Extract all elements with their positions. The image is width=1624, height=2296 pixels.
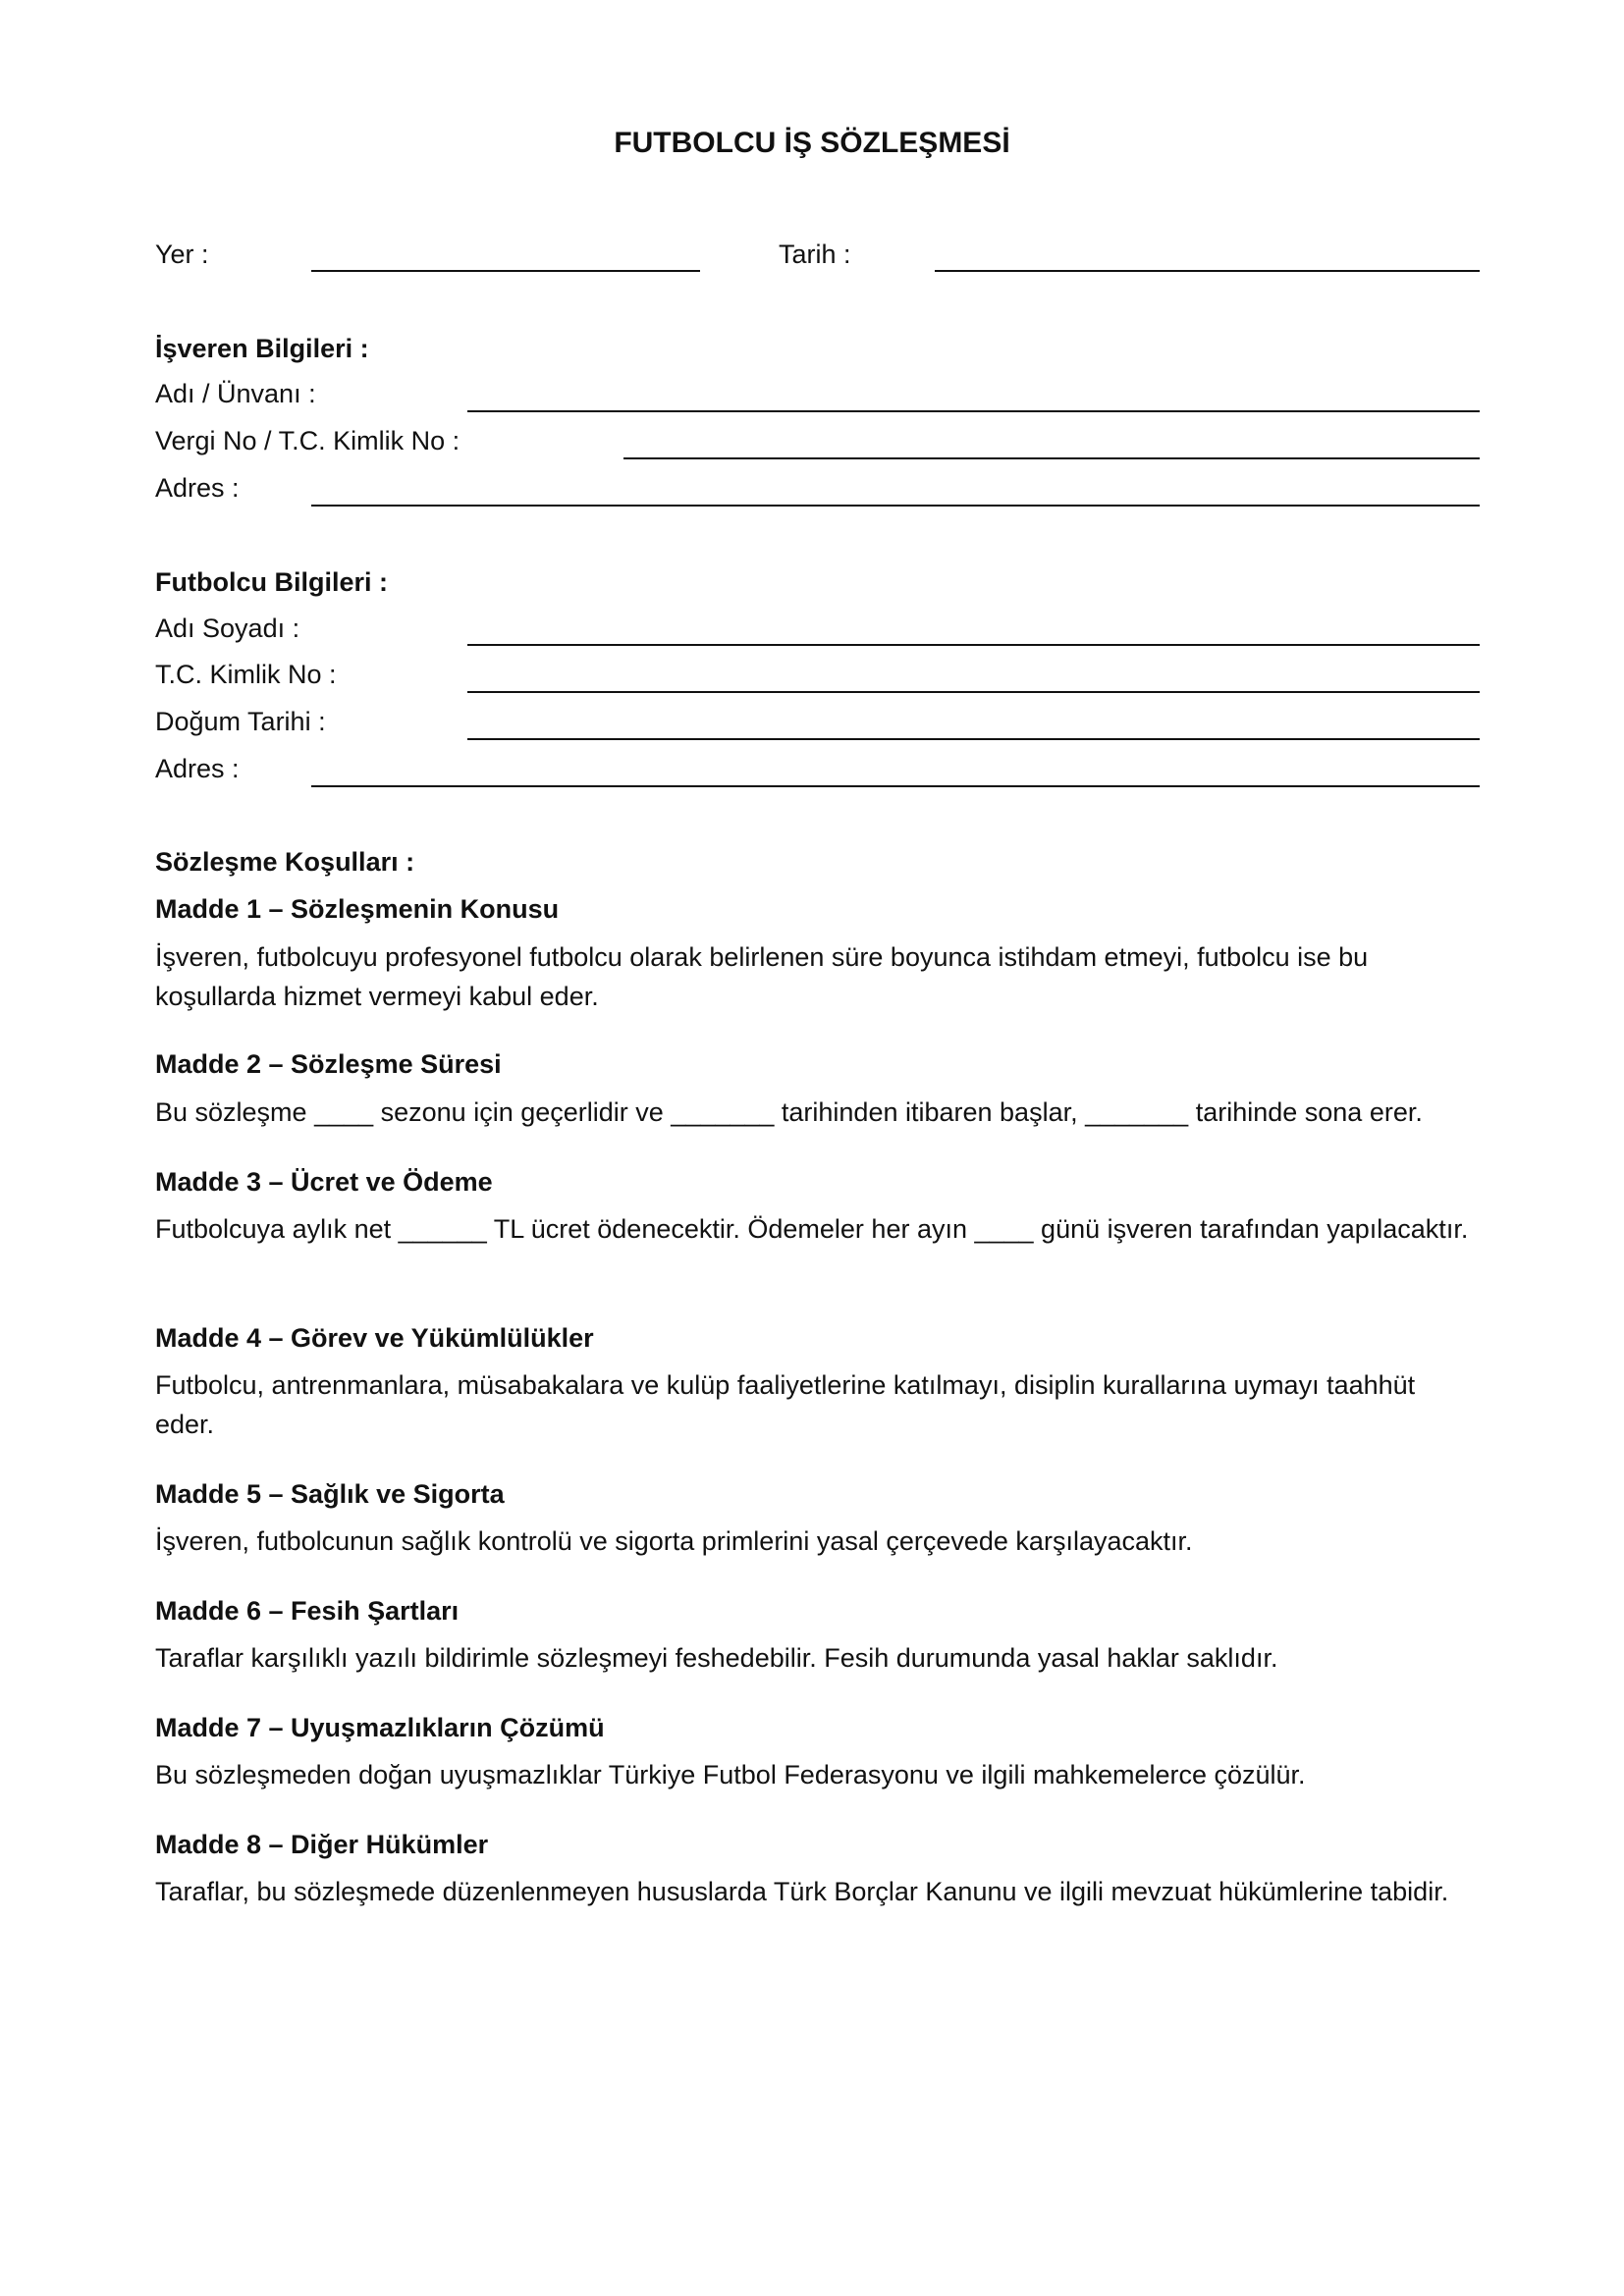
date-field[interactable] xyxy=(935,270,1480,272)
player-name-label: Adı Soyadı : xyxy=(155,614,300,643)
article-5-title: Madde 5 – Sağlık ve Sigorta xyxy=(155,1479,505,1509)
player-name-field[interactable] xyxy=(467,644,1480,646)
player-address-label: Adres : xyxy=(155,754,240,783)
employer-heading: İşveren Bilgileri : xyxy=(155,334,369,363)
article-6-text: Taraflar karşılıklı yazılı bildirimle sözleşmeyi feshedebilir. Fesih durumunda yasal haklar saklıdır. xyxy=(155,1643,1278,1673)
employer-tax-label: Vergi No / T.C. Kimlik No : xyxy=(155,426,460,455)
article-3-title: Madde 3 – Ücret ve Ödeme xyxy=(155,1167,493,1197)
player-heading: Futbolcu Bilgileri : xyxy=(155,567,388,597)
player-address-field[interactable] xyxy=(311,785,1480,787)
article-1-text: İşveren, futbolcuyu profesyonel futbolcu olarak belirlenen süre boyunca istihdam etmeyi, futbolcu ise bu koşullarda hizmet vermeyi kabul eder. xyxy=(155,942,1369,1011)
terms-heading: Sözleşme Koşulları : xyxy=(155,847,415,877)
employer-address-label: Adres : xyxy=(155,473,240,503)
player-birth-label: Doğum Tarihi : xyxy=(155,707,326,736)
employer-name-label: Adı / Ünvanı : xyxy=(155,379,316,408)
article-4-title: Madde 4 – Görev ve Yükümlülükler xyxy=(155,1323,594,1353)
place-field[interactable] xyxy=(311,270,700,272)
place-label: Yer : xyxy=(155,240,209,269)
date-label: Tarih : xyxy=(779,240,851,269)
article-7-title: Madde 7 – Uyuşmazlıkların Çözümü xyxy=(155,1713,605,1742)
article-4-text: Futbolcu, antrenmanlara, müsabakalara ve kulüp faaliyetlerine katılmayı, disiplin kurallarına uymayı taahhüt eder. xyxy=(155,1370,1416,1439)
article-3-text: Futbolcuya aylık net ______ TL ücret ödenecektir. Ödemeler her ayın ____ günü işveren tarafından yapılacaktır. xyxy=(155,1214,1469,1244)
article-5-text: İşveren, futbolcunun sağlık kontrolü ve sigorta primlerini yasal çerçevede karşılayacaktır. xyxy=(155,1526,1193,1556)
employer-tax-field[interactable] xyxy=(623,457,1480,459)
article-8-title: Madde 8 – Diğer Hükümler xyxy=(155,1830,489,1859)
document-title: FUTBOLCU İŞ SÖZLEŞMESİ xyxy=(614,127,1010,159)
employer-name-field[interactable] xyxy=(467,410,1480,412)
article-7-text: Bu sözleşmeden doğan uyuşmazlıklar Türkiye Futbol Federasyonu ve ilgili mahkemelerce çözülür. xyxy=(155,1760,1306,1789)
player-birth-field[interactable] xyxy=(467,738,1480,740)
player-id-label: T.C. Kimlik No : xyxy=(155,660,337,689)
article-8-text: Taraflar, bu sözleşmede düzenlenmeyen hususlarda Türk Borçlar Kanunu ve ilgili mevzuat hükümlerine tabidir. xyxy=(155,1877,1449,1906)
article-2-text: Bu sözleşme ____ sezonu için geçerlidir ve _______ tarihinden itibaren başlar, _______ tarihinde sona erer. xyxy=(155,1097,1423,1127)
employer-address-field[interactable] xyxy=(311,505,1480,507)
article-6-title: Madde 6 – Fesih Şartları xyxy=(155,1596,460,1626)
article-1-title: Madde 1 – Sözleşmenin Konusu xyxy=(155,894,560,924)
article-2-title: Madde 2 – Sözleşme Süresi xyxy=(155,1049,502,1079)
player-id-field[interactable] xyxy=(467,691,1480,693)
